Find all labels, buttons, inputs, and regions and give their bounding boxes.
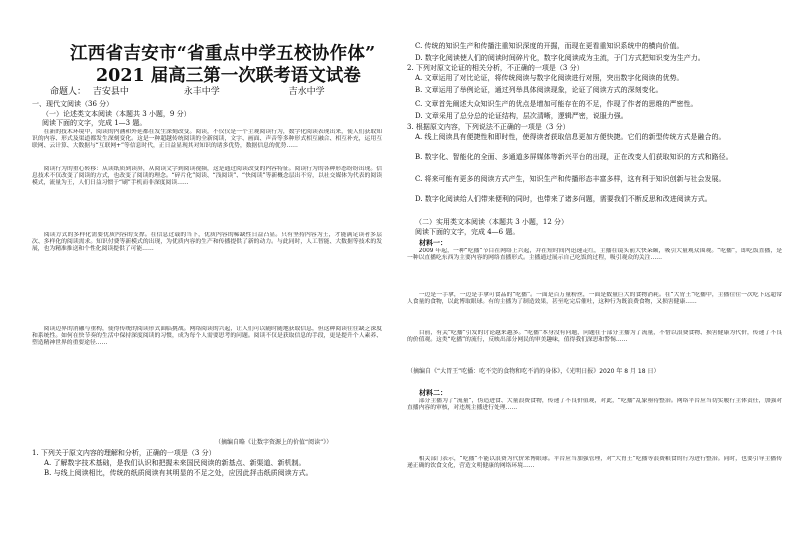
material-label: 材料一： <box>419 238 447 247</box>
option-b: B. 与线上阅读相比，传统的纸质阅读有其明显的不足之处，应因此抨击纸质阅读方式。 <box>44 469 313 477</box>
material-paragraph: 2009 年起，一种“吃播”节目在网络上兴起，并在短时间内迅速走红，主播在镜头前大快朵颐，吸引大量观众围观。“吃播”，即吃饭直播，是一种以直播吃东西为主要内容的网络直播形式。主播通过展示自己吃饭的过程，吸引观众的关注…… <box>407 248 782 262</box>
passage-source: （摘编自略《让数字资源上的价值“阅读”》） <box>215 439 333 446</box>
option-a: A. 文章运用了对比论证，将传统阅读与数字化阅读进行对照，突出数字化阅读的优势。 <box>415 74 684 82</box>
authors-line <box>50 84 325 97</box>
author-school-3: 吉水中学 <box>288 87 325 97</box>
option-c: C. 将来可能有更多的阅读方式产生，知识生产和传播形态丰富多样，这有利于知识创新与社会发展。 <box>415 175 726 183</box>
instruction: 阅读下面的文字，完成 1—3 题。 <box>42 119 147 127</box>
option-c: C. 传统的知识生产和传播注重知识深度的开掘，而现在更看重知识系统中的横向价值。 <box>415 42 684 50</box>
question-3: 3. 根据原文内容，下列说法不正确的一项是（3 分） <box>407 123 570 131</box>
material-source: （摘编自《“大胃王”吃播：吃不完的食物和吃不消的身体》，《光明日报》2020 年 8 月 18 日） <box>407 368 660 375</box>
material-paragraph: 部分主播为了“流量”，伪造进食、大量浪费食物，传递了不良价值观，对此，“吃播”乱象亟待整治。网络平台应当切实履行主体责任，加强对直播内容的审核，对违规主播进行处理…… <box>407 398 782 412</box>
option-b: B. 数字化、智能化的全面、多通道多屏媒体等新兴平台的出现，正在改变人们获取知识的方式和路径。 <box>415 153 733 161</box>
passage-paragraph: 阅读边界的消融与重构，使得传统的阅读形式面临挑战。网络阅读的兴起，让人们可以随时随地获取信息，但这种阅读往往缺乏深度和系统性。如何在快节奏的生活中保持深度阅读的习惯，成为每个人需要思考的问题。阅读不仅是获取信息的手段，更是提升个人素养、塑造精神世界的重要途径…… <box>32 326 382 347</box>
material-paragraph: 目前，有关“吃播”引发的讨论越来越多。“吃播”本身没有问题，问题在于部分主播为了流量，不惜以浪费食物、损害健康为代价，传递了不良的价值观。这类“吃播”的流行，反映出部分网民的审美趣味，值得我们深思和警惕…… <box>407 330 782 344</box>
passage-paragraph: 阅读行为的重心转移：从读纸质到读屏，从阅读文字到阅读视频，这是通过阅读改变的内容特征。阅读行为的各种形态纷纷出现。信息技术不仅改变了阅读的方式，也改变了阅读的理念。“碎片化”阅读、“浅阅读”、“快阅读”等新概念层出不穷，以社交媒体为代表的阅读模式，流量为王，人们日益习惯于“刷”手机而非深度阅读…… <box>32 166 382 187</box>
author-school-1: 吉安县中 <box>92 87 129 97</box>
author-school-2: 永丰中学 <box>183 87 220 97</box>
instruction: 阅读下面的文字，完成 4—6 题。 <box>415 228 520 236</box>
exam-title-line2: 2021 届高三第一次联考语文试卷 <box>96 66 361 86</box>
material-paragraph: 一边是一手拿，一边是手拿可食品的“吃播”。一面是百万量粉丝，一面是数量巨大的食物消耗。在“大胃王”吃播中，主播往往一次吃下远超常人食量的食物，以此博取眼球。有的主播为了制造效果，甚至吃完后催吐，这种行为既浪费食物，又损害健康…… <box>407 292 782 306</box>
option-b: B. 文章运用了举例论证，通过列举具体阅读现象，论证了阅读方式的深刻变化。 <box>415 86 663 94</box>
subsection-heading: （二）实用类文本阅读（本题共 3 小题，12 分） <box>415 218 569 226</box>
option-a: A. 了解数字技术基础，是我们认识和把握未来国民阅读的新基点、新渠道、新机制。 <box>44 459 306 467</box>
subsection-heading: （一）论述类文本阅读（本题共 3 小题，9 分） <box>42 110 191 118</box>
material-paragraph: 相关部门表示，“吃播”不能以浪费为代价来博眼球。平台应当加强管理，对“大胃王”吃播等浪费粮食的行为进行整治。同时，也要引导主播传递正确的饮食文化，营造文明健康的网络环境…… <box>407 456 782 470</box>
section-heading: 一、现代文阅读（36 分） <box>32 100 114 108</box>
question-2: 2. 下列对原文论证的相关分析，不正确的一项是（3 分） <box>407 64 584 72</box>
option-a: A. 线上阅读具有便捷性和即时性，使得读者获取信息更加方便快捷。它们的新型传统方式是融合的。 <box>415 133 726 141</box>
right-column <box>397 0 794 550</box>
option-d: D. 数字化阅读给人们带来便利的同时，也带来了诸多问题，需要我们不断反思和改进阅读方式。 <box>415 195 712 203</box>
authors-label: 命题人： <box>50 87 87 97</box>
passage-paragraph: 在新的技术环境中，阅读的内涵和外延都在发生深刻改变。阅读，不仅仅是一个主观阅读行为，数字化阅读表现出来，使人们获取知识的内容、形式及渠道都发生深刻变化。这是一种超越传统阅读的全新阅读，文字、画面、声音等多种形式相互融合、相互补充，运用互联网、云计算、大数据与“互联网+”等信息时代，正日益显现其对知识的诸多优势，数据信息的优势…… <box>32 129 382 150</box>
material-label: 材料二： <box>419 388 447 397</box>
passage-paragraph: 阅读方式的多样化需要优质内容的支撑。在信息过载的当下，优质内容的稀缺性日益凸显。只有坚持内容为王，才能满足读者多层次、多样化的阅读需求。知识付费等新模式的出现，为优质内容的生产和传播提供了新的动力。与此同时，人工智能、大数据等技术的发展，也为精准推送和个性化阅读提供了可能…… <box>32 232 382 253</box>
option-d: D. 数字化阅读使人们的阅读时间碎片化，数字化阅读成为主流，于门方式把知识变为生产力。 <box>415 54 705 62</box>
option-c: C. 文章首先阐述大众知识生产的优点是增加可能存在的不足，作现了作者的思维的严密性。 <box>415 100 698 108</box>
option-d: D. 文章采用了总分总的论证结构，层次清晰，逻辑严密，说服力强。 <box>415 112 628 120</box>
question-1: 1. 下列关于原文内容的理解和分析，正确的一项是（3 分） <box>32 449 216 457</box>
exam-title-line1: 江西省吉安市“省重点中学五校协作体” <box>70 44 376 64</box>
